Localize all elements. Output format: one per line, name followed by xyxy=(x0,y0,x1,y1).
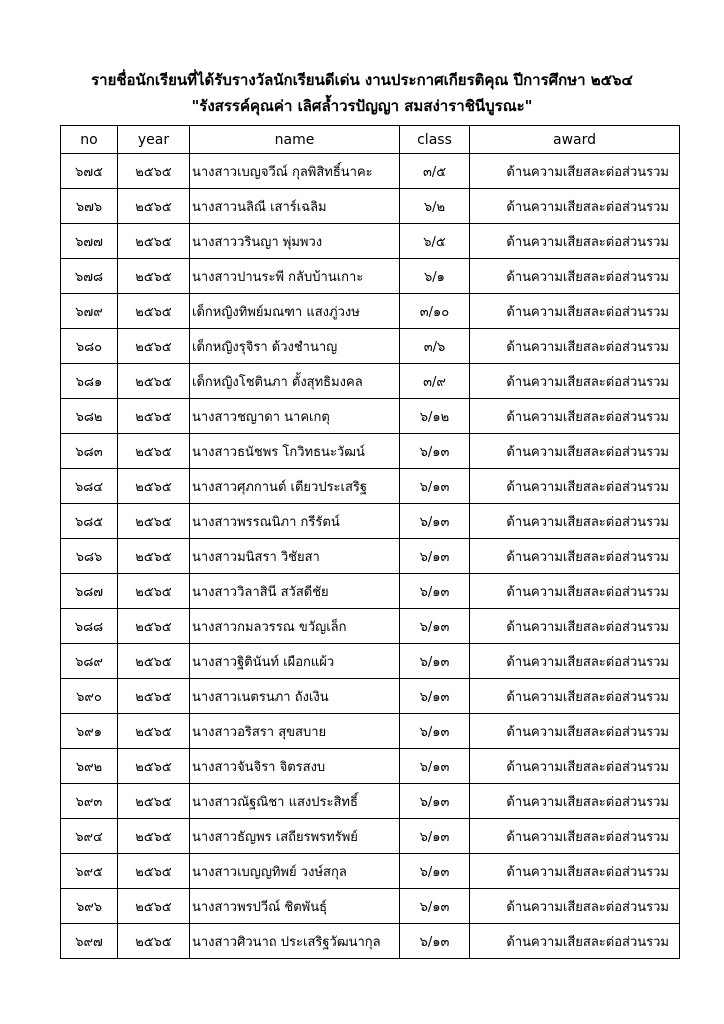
cell-award: ด้านความเสียสละต่อส่วนรวม xyxy=(470,714,680,749)
cell-no: ๖๙๒ xyxy=(61,749,118,784)
cell-class: ๖/๑๓ xyxy=(400,609,470,644)
cell-no: ๖๗๖ xyxy=(61,189,118,224)
cell-year: ๒๕๖๕ xyxy=(118,924,190,959)
cell-name: นางสาวกมลวรรณ ขวัญเล็ก xyxy=(190,609,400,644)
table-row xyxy=(61,784,680,819)
table-row xyxy=(61,364,680,399)
table-row xyxy=(61,889,680,924)
cell-name: นางสาววรินญา พุ่มพวง xyxy=(190,224,400,259)
cell-class: ๖/๑๓ xyxy=(400,854,470,889)
cell-no: ๖๙๐ xyxy=(61,679,118,714)
cell-year: ๒๕๖๕ xyxy=(118,749,190,784)
table-row xyxy=(61,714,680,749)
document-title: รายชื่อนักเรียนที่ได้รับรางวัลนักเรียนดีเด่น งานประกาศเกียรติคุณ ปีการศึกษา ๒๕๖๔ xyxy=(91,71,633,89)
cell-year: ๒๕๖๕ xyxy=(118,189,190,224)
cell-award: ด้านความเสียสละต่อส่วนรวม xyxy=(470,224,680,259)
cell-class: ๖/๑๓ xyxy=(400,574,470,609)
cell-class: ๖/๑๓ xyxy=(400,434,470,469)
table-row xyxy=(61,749,680,784)
cell-name: นางสาวอริสรา สุขสบาย xyxy=(190,714,400,749)
table-row xyxy=(61,539,680,574)
cell-year: ๒๕๖๕ xyxy=(118,469,190,504)
cell-award: ด้านความเสียสละต่อส่วนรวม xyxy=(470,749,680,784)
cell-no: ๖๙๔ xyxy=(61,819,118,854)
cell-no: ๖๗๕ xyxy=(61,154,118,189)
cell-year: ๒๕๖๕ xyxy=(118,294,190,329)
cell-no: ๖๙๑ xyxy=(61,714,118,749)
cell-award: ด้านความเสียสละต่อส่วนรวม xyxy=(470,644,680,679)
cell-name: นางสาวเนตรนภา ถังเงิน xyxy=(190,679,400,714)
cell-award: ด้านความเสียสละต่อส่วนรวม xyxy=(470,399,680,434)
cell-name: นางสาวชญาดา นาคเกตุ xyxy=(190,399,400,434)
cell-year: ๒๕๖๕ xyxy=(118,399,190,434)
cell-award: ด้านความเสียสละต่อส่วนรวม xyxy=(470,434,680,469)
table-row xyxy=(61,189,680,224)
cell-name: นางสาวปานระพี กลับบ้านเกาะ xyxy=(190,259,400,294)
cell-class: ๓/๕ xyxy=(400,154,470,189)
cell-name: นางสาวมนิสรา วิชัยสา xyxy=(190,539,400,574)
cell-year: ๒๕๖๕ xyxy=(118,574,190,609)
cell-no: ๖๙๓ xyxy=(61,784,118,819)
cell-class: ๖/๑๓ xyxy=(400,784,470,819)
cell-award: ด้านความเสียสละต่อส่วนรวม xyxy=(470,679,680,714)
cell-name: นางสาวพรปวีณ์ ชิตพันธุ์ xyxy=(190,889,400,924)
cell-class: ๖/๑๓ xyxy=(400,819,470,854)
cell-year: ๒๕๖๕ xyxy=(118,539,190,574)
cell-class: ๖/๕ xyxy=(400,224,470,259)
cell-name: นางสาวธัญพร เสถียรพรทรัพย์ xyxy=(190,819,400,854)
cell-no: ๖๘๐ xyxy=(61,329,118,364)
cell-award: ด้านความเสียสละต่อส่วนรวม xyxy=(470,609,680,644)
cell-name: นางสาวฐิตินันท์ เผือกแผ้ว xyxy=(190,644,400,679)
cell-no: ๖๗๙ xyxy=(61,294,118,329)
cell-name: นางสาวนลิณี เสาร์เฉลิม xyxy=(190,189,400,224)
cell-name: นางสาวธนัชพร โกวิทธนะวัฒน์ xyxy=(190,434,400,469)
cell-award: ด้านความเสียสละต่อส่วนรวม xyxy=(470,784,680,819)
cell-class: ๖/๑๓ xyxy=(400,539,470,574)
cell-award: ด้านความเสียสละต่อส่วนรวม xyxy=(470,924,680,959)
cell-award: ด้านความเสียสละต่อส่วนรวม xyxy=(470,889,680,924)
cell-award: ด้านความเสียสละต่อส่วนรวม xyxy=(470,504,680,539)
cell-class: ๓/๙ xyxy=(400,364,470,399)
cell-year: ๒๕๖๕ xyxy=(118,784,190,819)
cell-name: เด็กหญิงโชตินภา ตั้งสุทธิมงคล xyxy=(190,364,400,399)
table-row xyxy=(61,224,680,259)
cell-no: ๖๘๗ xyxy=(61,574,118,609)
header-name: name xyxy=(190,126,400,154)
cell-no: ๖๙๖ xyxy=(61,889,118,924)
cell-year: ๒๕๖๕ xyxy=(118,714,190,749)
cell-award: ด้านความเสียสละต่อส่วนรวม xyxy=(470,189,680,224)
cell-no: ๖๘๑ xyxy=(61,364,118,399)
cell-award: ด้านความเสียสละต่อส่วนรวม xyxy=(470,294,680,329)
table-row xyxy=(61,574,680,609)
cell-name: เด็กหญิงรุจิรา ด้วงชำนาญ xyxy=(190,329,400,364)
cell-no: ๖๘๖ xyxy=(61,539,118,574)
cell-class: ๖/๑๓ xyxy=(400,504,470,539)
cell-year: ๒๕๖๕ xyxy=(118,679,190,714)
cell-class: ๖/๑๒ xyxy=(400,399,470,434)
header-award: award xyxy=(470,126,680,154)
cell-class: ๖/๒ xyxy=(400,189,470,224)
table-row xyxy=(61,434,680,469)
table-row xyxy=(61,329,680,364)
cell-name: นางสาวเบญจวีณ์ กุลพิสิทธิ์นาคะ xyxy=(190,154,400,189)
cell-class: ๖/๑๓ xyxy=(400,889,470,924)
awards-table xyxy=(60,125,680,959)
cell-class: ๖/๑๓ xyxy=(400,714,470,749)
cell-award: ด้านความเสียสละต่อส่วนรวม xyxy=(470,539,680,574)
cell-no: ๖๘๕ xyxy=(61,504,118,539)
cell-name: นางสาวเบญญทิพย์ วงษ์สกุล xyxy=(190,854,400,889)
cell-class: ๖/๑ xyxy=(400,259,470,294)
document-subtitle: "รังสรรค์คุณค่า เลิศล้ำวรปัญญา สมสง่าราชินีบูรณะ" xyxy=(191,97,533,115)
table-row xyxy=(61,504,680,539)
cell-class: ๖/๑๓ xyxy=(400,924,470,959)
cell-no: ๖๘๔ xyxy=(61,469,118,504)
cell-no: ๖๘๒ xyxy=(61,399,118,434)
header-class: class xyxy=(400,126,470,154)
cell-no: ๖๗๗ xyxy=(61,224,118,259)
cell-no: ๖๘๓ xyxy=(61,434,118,469)
cell-award: ด้านความเสียสละต่อส่วนรวม xyxy=(470,854,680,889)
cell-class: ๖/๑๓ xyxy=(400,749,470,784)
cell-award: ด้านความเสียสละต่อส่วนรวม xyxy=(470,574,680,609)
cell-year: ๒๕๖๕ xyxy=(118,889,190,924)
cell-class: ๖/๑๓ xyxy=(400,679,470,714)
cell-class: ๓/๑๐ xyxy=(400,294,470,329)
cell-class: ๖/๑๓ xyxy=(400,644,470,679)
table-row xyxy=(61,924,680,959)
cell-year: ๒๕๖๕ xyxy=(118,644,190,679)
table-header-row xyxy=(61,126,680,154)
cell-class: ๓/๖ xyxy=(400,329,470,364)
cell-name: นางสาวณัฐณิชา แสงประสิทธิ์ xyxy=(190,784,400,819)
cell-name: นางสาวจันจิรา จิตรสงบ xyxy=(190,749,400,784)
table-row xyxy=(61,854,680,889)
table-row xyxy=(61,259,680,294)
table-row xyxy=(61,154,680,189)
cell-award: ด้านความเสียสละต่อส่วนรวม xyxy=(470,364,680,399)
cell-year: ๒๕๖๕ xyxy=(118,504,190,539)
header-year: year xyxy=(118,126,190,154)
cell-name: นางสาวศิวนาถ ประเสริฐวัฒนากุล xyxy=(190,924,400,959)
table-row xyxy=(61,644,680,679)
table-row xyxy=(61,609,680,644)
cell-name: เด็กหญิงทิพย์มณฑา แสงภู่วงษ xyxy=(190,294,400,329)
cell-award: ด้านความเสียสละต่อส่วนรวม xyxy=(470,154,680,189)
table-row xyxy=(61,294,680,329)
table-row xyxy=(61,469,680,504)
cell-award: ด้านความเสียสละต่อส่วนรวม xyxy=(470,259,680,294)
cell-year: ๒๕๖๕ xyxy=(118,609,190,644)
cell-award: ด้านความเสียสละต่อส่วนรวม xyxy=(470,329,680,364)
cell-year: ๒๕๖๕ xyxy=(118,259,190,294)
cell-no: ๖๘๘ xyxy=(61,609,118,644)
cell-year: ๒๕๖๕ xyxy=(118,854,190,889)
cell-name: นางสาวพรรณนิภา กรีรัตน์ xyxy=(190,504,400,539)
cell-class: ๖/๑๓ xyxy=(400,469,470,504)
cell-year: ๒๕๖๕ xyxy=(118,819,190,854)
cell-no: ๖๘๙ xyxy=(61,644,118,679)
table-row xyxy=(61,399,680,434)
cell-year: ๒๕๖๕ xyxy=(118,364,190,399)
cell-no: ๖๙๕ xyxy=(61,854,118,889)
cell-award: ด้านความเสียสละต่อส่วนรวม xyxy=(470,469,680,504)
cell-year: ๒๕๖๕ xyxy=(118,154,190,189)
cell-award: ด้านความเสียสละต่อส่วนรวม xyxy=(470,819,680,854)
table-row xyxy=(61,819,680,854)
cell-name: นางสาวศุภกานต์ เตียวประเสริฐ xyxy=(190,469,400,504)
cell-year: ๒๕๖๕ xyxy=(118,329,190,364)
cell-no: ๖๗๘ xyxy=(61,259,118,294)
cell-name: นางสาววิลาสินี สวัสดีชัย xyxy=(190,574,400,609)
cell-year: ๒๕๖๕ xyxy=(118,224,190,259)
cell-no: ๖๙๗ xyxy=(61,924,118,959)
cell-year: ๒๕๖๕ xyxy=(118,434,190,469)
header-no: no xyxy=(61,126,118,154)
table-row xyxy=(61,679,680,714)
